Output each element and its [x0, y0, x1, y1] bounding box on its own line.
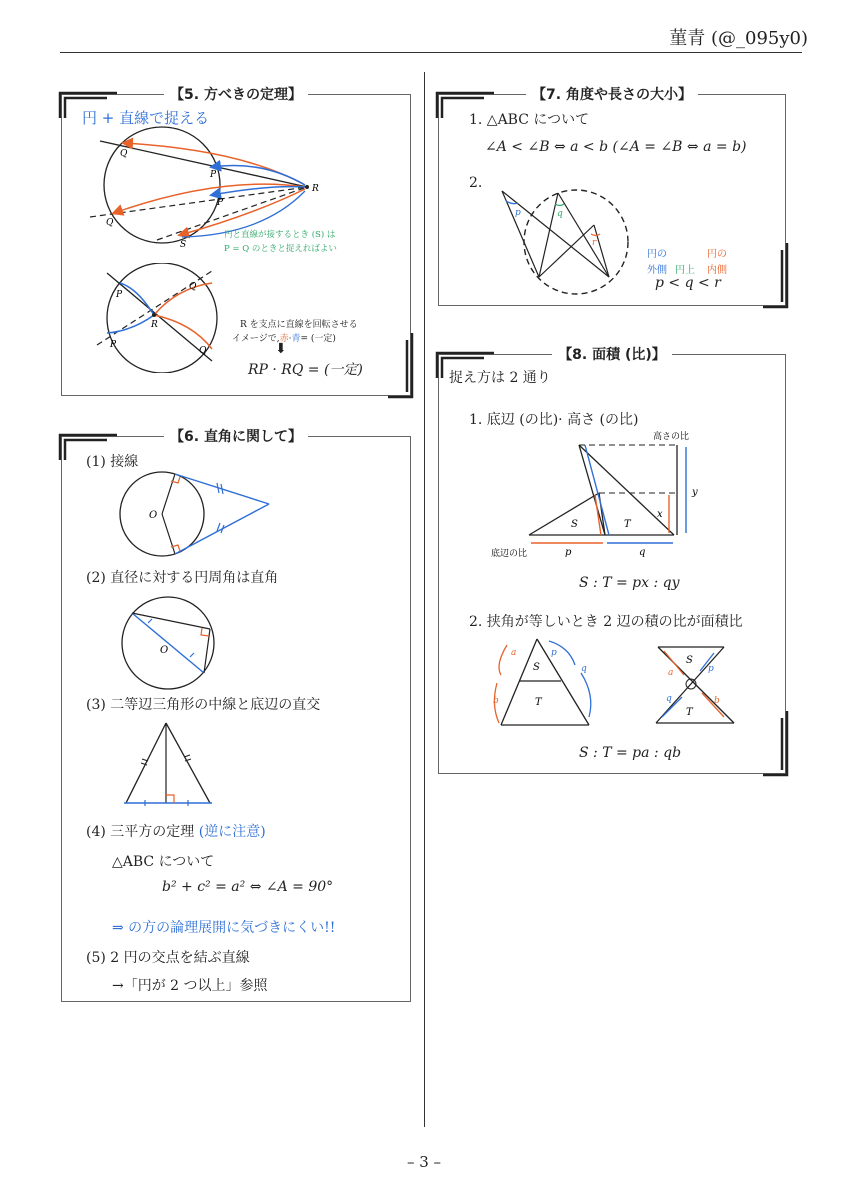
- angle-side-formula: ∠A < ∠B ⇔ a < b (∠A = ∠B ⇔ a = b): [485, 139, 747, 155]
- section-5-box: [61, 87, 411, 396]
- angle-inequality: p < q < r: [655, 275, 721, 291]
- label-q: Q: [199, 346, 207, 356]
- power-formula: RP · RQ = (一定): [248, 362, 363, 378]
- item5-reference: →「円が 2 つ以上」参照: [112, 978, 268, 994]
- power-of-point-figure-1: [62, 125, 412, 260]
- header-rule: [60, 52, 802, 53]
- label-q: Q: [189, 282, 197, 292]
- base-ratio-label: 底辺の比: [491, 549, 528, 559]
- label-o: O: [160, 645, 169, 656]
- label-q: Q: [120, 149, 128, 159]
- included-angle-figure-1: [489, 635, 609, 735]
- label-p: p: [565, 547, 572, 558]
- column-divider: [424, 72, 425, 1127]
- height-ratio-label: 高さの比: [653, 432, 690, 442]
- rotate-note-1: R を支点に直線を回転させる: [240, 320, 358, 330]
- header-author: 菫青 (@_095y0): [669, 28, 808, 49]
- label-x: x: [657, 509, 663, 520]
- section-7-title-wrap: [439, 84, 785, 105]
- label-s: S: [686, 655, 693, 666]
- section-6-title: 【6. 直角に関して】: [164, 429, 308, 445]
- size-item-1: 1. △ABC について: [469, 112, 590, 128]
- isosceles-figure: [120, 719, 220, 807]
- right-angle-item-1: (1) 接線: [86, 454, 139, 470]
- legend-outside-2: 外側: [647, 265, 667, 276]
- label-b: b: [714, 696, 720, 706]
- inscribed-angle-figure: [494, 187, 644, 297]
- area-formula-2: S : T = pa : qb: [579, 745, 682, 761]
- label-p: P: [116, 290, 123, 300]
- section-7-box: [438, 87, 786, 306]
- rotate-red: 赤: [279, 334, 289, 344]
- right-angle-item-4: (4) 三平方の定理 (逆に注意): [86, 824, 266, 840]
- corner-ornament: [760, 708, 790, 778]
- label-a: a: [511, 648, 517, 658]
- label-p: P: [210, 170, 217, 180]
- right-angle-item-2: (2) 直径に対する円周角は直角: [86, 570, 279, 586]
- legend-inside-1: 円の: [707, 249, 727, 260]
- label-t: T: [686, 707, 693, 718]
- corner-ornament: [385, 330, 415, 400]
- corner-ornament: [760, 240, 790, 310]
- label-q: q: [666, 694, 672, 704]
- power-of-point-figure-2: [62, 263, 242, 373]
- label-q: q: [557, 209, 563, 219]
- label-s: S: [180, 240, 187, 250]
- label-p: p: [551, 648, 557, 658]
- label-p: P: [217, 198, 224, 208]
- section-8-title-wrap: [439, 344, 785, 365]
- legend-outside-1: 円の: [647, 249, 667, 260]
- label-t: T: [624, 519, 631, 530]
- rotate-eq: = (一定): [300, 334, 336, 344]
- area-formula-1: S : T = px : qy: [579, 575, 680, 591]
- rotate-blue: 青: [291, 334, 301, 344]
- item4-hint: ⇒ の方の論理展開に気づきにくい!!: [112, 920, 336, 936]
- label-s: S: [571, 519, 578, 530]
- tangent-note-1: 円と直線が接するとき (S) は: [224, 230, 336, 240]
- rotate-dot: ·: [288, 334, 292, 344]
- item4-note: (逆に注意): [198, 824, 266, 840]
- label-r: R: [312, 184, 319, 194]
- label-y: y: [692, 487, 698, 498]
- area-intro: 捉え方は 2 通り: [449, 370, 551, 386]
- label-o: O: [149, 510, 158, 521]
- area-item-1: 1. 底辺 (の比)· 高さ (の比): [469, 412, 639, 428]
- base-height-figure: [489, 427, 709, 559]
- label-r: R: [151, 320, 158, 330]
- label-t: T: [535, 697, 542, 708]
- section-6-box: [61, 429, 411, 1002]
- label-p: p: [708, 664, 714, 674]
- section-5-title-wrap: [62, 84, 410, 105]
- size-item-2: 2.: [469, 175, 483, 191]
- right-angle-item-5: (5) 2 円の交点を結ぶ直線: [86, 950, 250, 966]
- section-6-title-wrap: [62, 426, 410, 447]
- area-item-2: 2. 挟角が等しいとき 2 辺の積の比が面積比: [469, 614, 743, 630]
- label-a: a: [668, 668, 674, 678]
- included-angle-figure-2: [644, 635, 754, 735]
- pythagoras-formula: b² + c² = a² ⇔ ∠A = 90°: [162, 879, 334, 895]
- label-p: p: [515, 208, 521, 218]
- label-q: q: [639, 547, 646, 558]
- section-5-title: 【5. 方べきの定理】: [164, 87, 308, 103]
- thales-figure: [120, 595, 220, 691]
- section-8-box: [438, 347, 786, 774]
- page-number: – 3 –: [406, 1153, 442, 1171]
- section-5-subtitle: 円 + 直線で捉える: [82, 109, 210, 127]
- down-arrow-icon: ⬇: [275, 341, 287, 357]
- section-7-title: 【7. 角度や長さの大小】: [526, 87, 698, 103]
- item4-triangle-line: △ABC について: [112, 854, 215, 870]
- legend-on-circle: 円上: [675, 265, 695, 276]
- tangent-note-2: P = Q のときと捉えればよい: [224, 244, 337, 254]
- label-q: Q: [106, 218, 114, 228]
- label-p: P: [110, 340, 117, 350]
- label-r: r: [592, 238, 597, 248]
- label-q: q: [581, 664, 587, 674]
- rotate-note-2: イメージで,赤·青= (一定): [232, 334, 336, 344]
- label-s: S: [533, 662, 540, 673]
- section-8-title: 【8. 面積 (比)】: [552, 347, 672, 363]
- legend-inside-2: 内側: [707, 265, 727, 276]
- tangent-figure: [117, 471, 277, 557]
- right-angle-item-3: (3) 二等辺三角形の中線と底辺の直交: [86, 697, 321, 713]
- label-b: b: [493, 696, 499, 706]
